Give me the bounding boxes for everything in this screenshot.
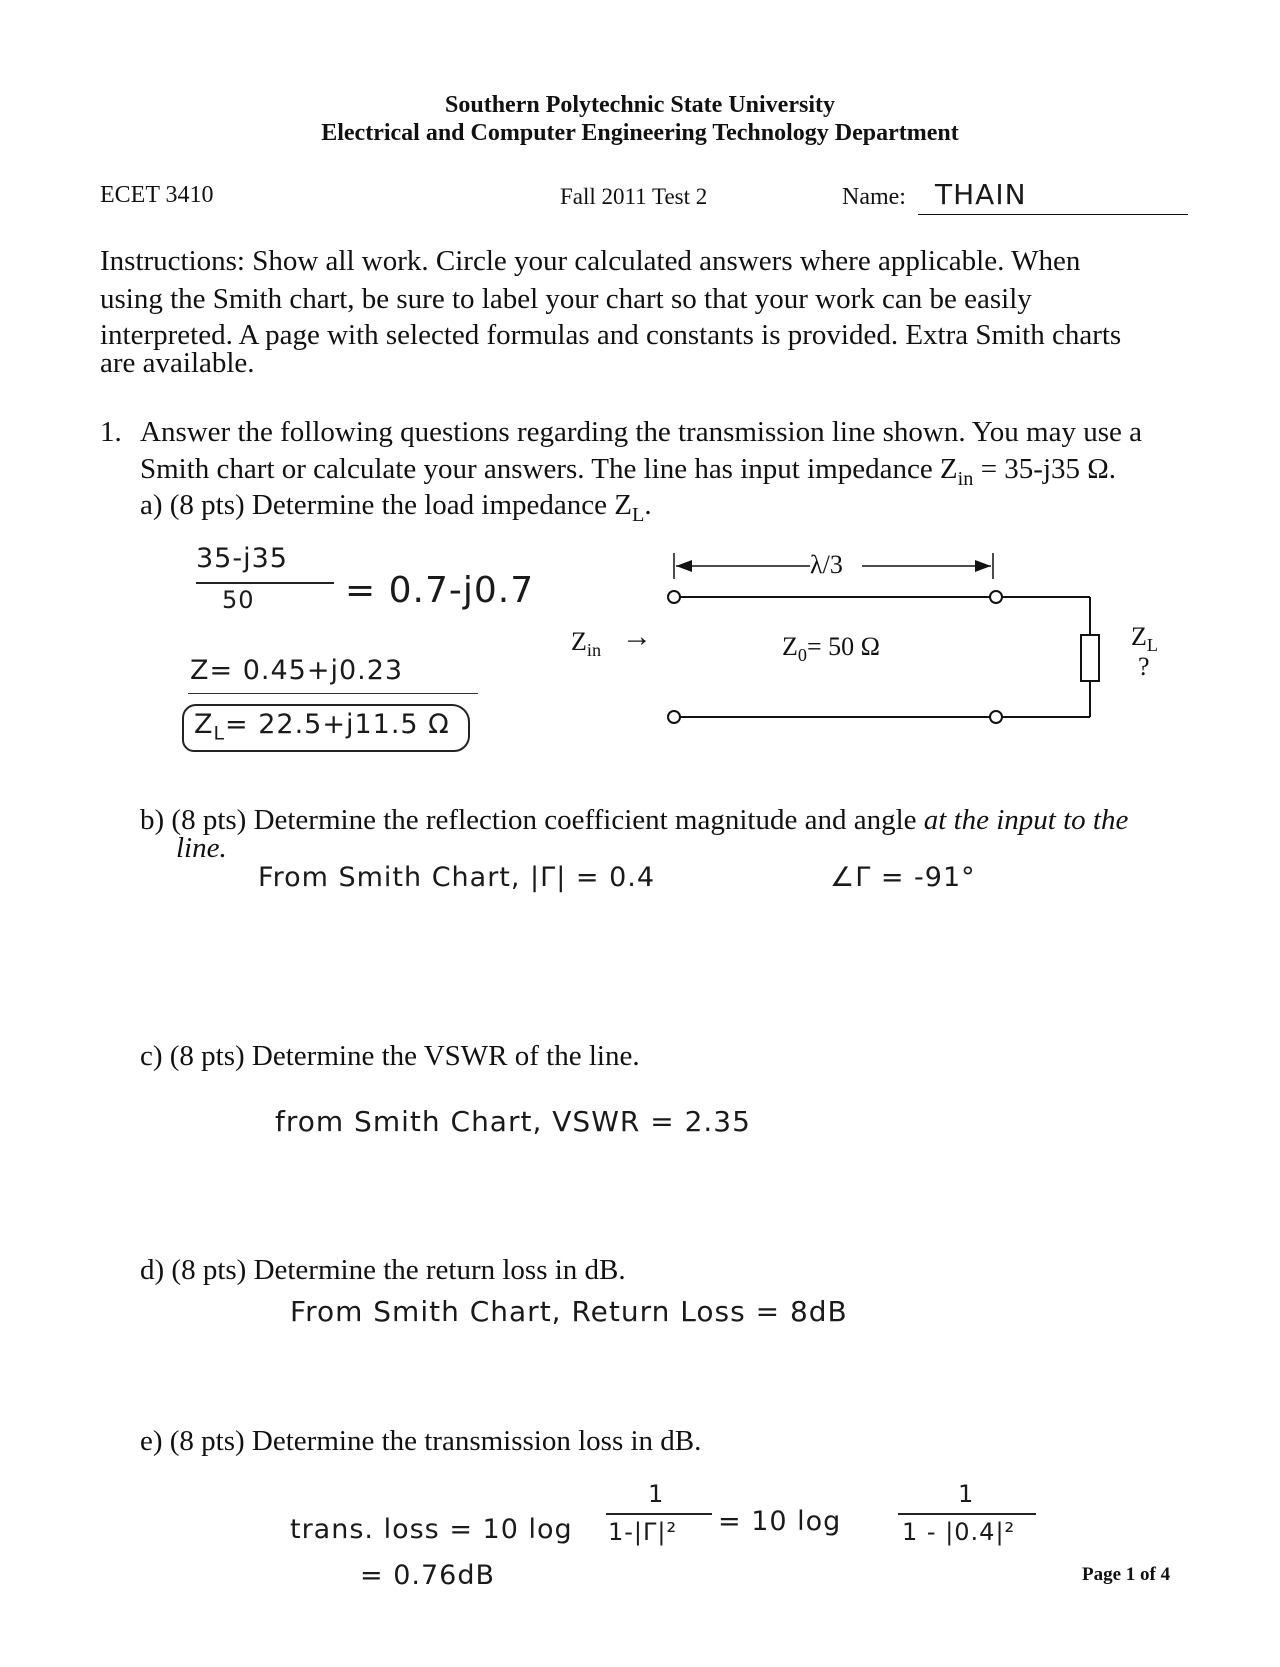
question-1-line-1: Answer the following questions regarding the transmission line shown. You may use a <box>140 416 1143 448</box>
page-number: Page 1 of 4 <box>1082 1564 1171 1585</box>
test-term: Fall 2011 Test 2 <box>560 184 708 209</box>
instructions-line-1: Instructions: Show all work. Circle your calculated answers where applicable. When <box>100 245 1081 277</box>
name-underline <box>918 214 1188 215</box>
part-b-angle: ∠Γ = -91° <box>830 862 976 893</box>
load-terminal-top <box>990 591 1002 603</box>
part-e-result: = 0.76dB <box>360 1560 495 1591</box>
dim-arrow-left <box>676 560 692 572</box>
part-e-eq: = 10 log <box>718 1506 842 1537</box>
work-denominator: 50 <box>222 586 255 614</box>
work-numerator: 35-j35 <box>196 543 288 574</box>
transmission-line-diagram <box>600 535 1180 760</box>
work-underline <box>188 693 478 694</box>
question-number: 1. <box>100 416 122 448</box>
instructions-line-3: interpreted. A page with selected formulas and constants is provided. Extra Smith charts <box>100 319 1122 351</box>
input-terminal-bottom <box>668 711 680 723</box>
part-e-work-lhs: trans. loss = 10 log <box>290 1514 573 1545</box>
instructions-line-2: using the Smith chart, be sure to label your chart so that your work can be easily <box>100 283 1032 315</box>
department-title: Electrical and Computer Engineering Technology Department <box>321 120 959 146</box>
name-label: Name: <box>842 184 906 210</box>
zl-unknown: ? <box>1138 652 1150 681</box>
part-e-frac1-den: 1-|Γ|² <box>608 1518 678 1546</box>
instructions-line-4: are available. <box>100 347 255 379</box>
z0-label: $Z_0= 50$ Ω <box>782 632 880 666</box>
part-e-prompt: e) (8 pts) Determine the transmission loss in dB. <box>140 1425 702 1457</box>
zin-arrow: → <box>622 620 652 653</box>
part-e-frac2-den: 1 - |0.4|² <box>902 1518 1016 1546</box>
work-normalized-zl: Z= 0.45+j0.23 <box>190 655 404 686</box>
name-value: THAIN <box>935 178 1027 211</box>
part-e-frac1-bar <box>606 1513 712 1515</box>
input-terminal-top <box>668 591 680 603</box>
part-b-prompt: b) (8 pts) Determine the reflection coefficient magnitude and angle at the input to the <box>140 804 1129 836</box>
load-terminal-bottom <box>990 711 1002 723</box>
part-e-frac2-bar <box>898 1513 1036 1515</box>
work-fraction-bar <box>196 582 334 584</box>
question-1-line-2: Smith chart or calculate your answers. The line has input impedance $Z_{in} = 35-j35$ Ω. <box>140 453 1117 490</box>
part-e-frac1-num: 1 <box>648 1480 665 1508</box>
dim-arrow-right <box>975 560 991 572</box>
work-normalized-zin: = 0.7-j0.7 <box>345 570 535 611</box>
zl-label: $Z_L$ <box>1131 622 1159 656</box>
part-d-prompt: d) (8 pts) Determine the return loss in dB. <box>140 1254 626 1286</box>
zin-label: $Z_{in}$ <box>571 627 602 661</box>
part-b-prompt-cont: line. <box>176 832 227 864</box>
part-e-frac2-num: 1 <box>958 1480 975 1508</box>
part-c-answer: from Smith Chart, VSWR = 2.35 <box>275 1105 751 1138</box>
load-resistor <box>1081 635 1099 681</box>
part-c-prompt: c) (8 pts) Determine the VSWR of the line. <box>140 1040 640 1072</box>
length-label: λ/3 <box>810 550 843 579</box>
part-a-prompt: a) (8 pts) Determine the load impedance $Z_L$. <box>140 489 652 526</box>
part-b-answer: From Smith Chart, |Γ| = 0.4 <box>258 862 656 893</box>
course-code: ECET 3410 <box>100 182 214 208</box>
part-a-answer: $Z_L= 22.5+j11.5$ Ω <box>182 704 470 752</box>
university-title: Southern Polytechnic State University <box>445 92 835 118</box>
part-d-answer: From Smith Chart, Return Loss = 8dB <box>290 1295 848 1328</box>
